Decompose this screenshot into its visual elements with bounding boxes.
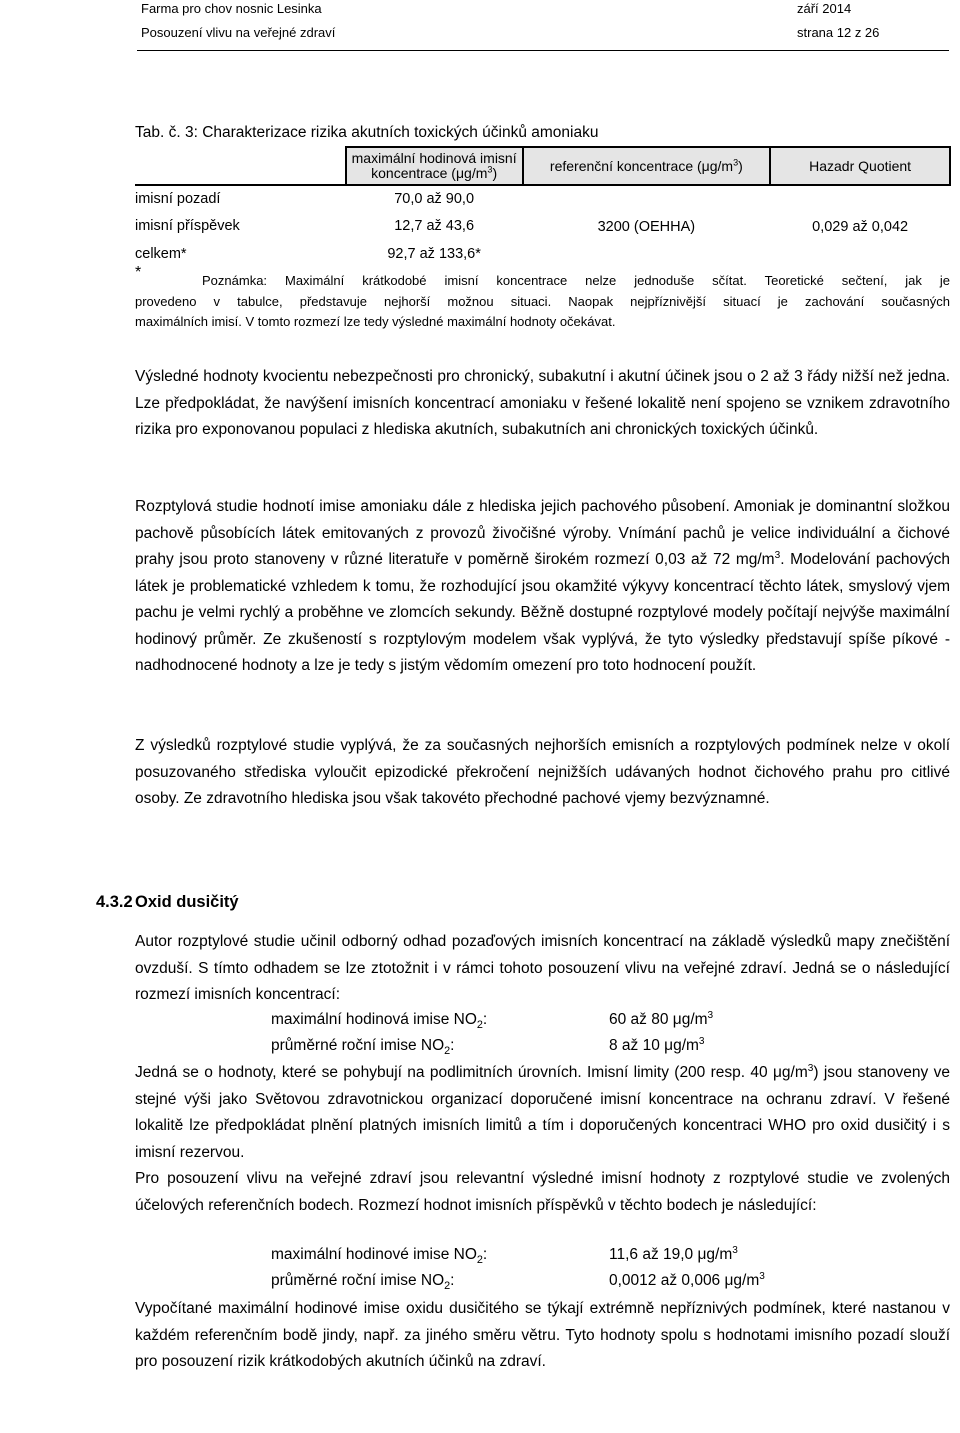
paragraph-odour bbox=[135, 494, 950, 680]
list-value: 8 až 10 μg/m bbox=[609, 1037, 699, 1054]
para2-part-a: Rozptylová studie hodnotí imise amoniaku dále z hlediska jejich pachového působení. Amoniak je dominantní složkou pachově působících látek emitovaných z provozů živočišné výroby. Vnímání pachů je velice individuální a čichové prahy jsou proto stanoveny v různé literatuře v poměrně širokém rozmezí 0,03 až 72 mg/m bbox=[135, 498, 950, 568]
list-value: 0,0012 až 0,006 μg/m bbox=[609, 1272, 760, 1289]
paragraph-limits bbox=[135, 1060, 950, 1166]
table-header-row bbox=[135, 147, 950, 185]
paragraph-odour-conclusion: Z výsledků rozptylové studie vyplývá, že za současných nejhorších emisních a rozptylových podmínek nelze v okolí posuzovaného střediska vyloučit epizodické překročení nejnižších udávaných hodnot čichového prahu pro citlivé osoby. Ze zdravotního hlediska jsou však takovéto přechodné pachové vjemy bezvýznamné. bbox=[135, 737, 950, 807]
list-item-value bbox=[609, 1011, 713, 1029]
table-header-hq: Hazadr Quotient bbox=[770, 147, 950, 185]
row-label: imisní pozadí bbox=[135, 190, 221, 207]
paragraph-reference-points: Pro posouzení vlivu na veřejné zdraví jsou relevantní výsledné imisní hodnoty z rozptylové studie ve zvolených účelových referenčních bodech. Rozmezí hodnot imisních příspěvků v těchto bodech je následující: bbox=[135, 1170, 950, 1214]
list-label-colon: : bbox=[482, 1246, 488, 1263]
note-line-2: provedeno v tabulce, představuje nejhorší možnou situaci. Naopak nejpříznivější situací je zachování současných bbox=[135, 293, 950, 309]
list-label-sub: 2 bbox=[444, 1045, 451, 1058]
section-title: Oxid dusičitý bbox=[135, 893, 239, 911]
paragraph-no2-background: Autor rozptylové studie učinil odborný odhad pozaďových imisních koncentrací na základě výsledků mapy znečištění ovzduší. S tímto odhadem se lze ztotožnit i v rámci tohoto posouzení vlivu na veřejné zdraví. Jedná se o následující rozmezí imisních koncentrací: bbox=[135, 933, 950, 1003]
col1-line2a: koncentrace (μg/m bbox=[371, 165, 488, 181]
header-rule bbox=[137, 50, 949, 51]
paragraph-short-term-risk: Vypočítané maximální hodinové imise oxidu dusičitého se týkají extrémně nepříznivých podmínek, které nastanou v každém referenčním bodě jindy, např. za jiného směru větru. Tyto hodnoty spolu s hodnotami imisního pozadí slouží pro posouzení rizik krátkodobých akutních účinků na zdraví. bbox=[135, 1300, 950, 1370]
list-label: maximální hodinová imise NO bbox=[271, 1011, 477, 1028]
table-note bbox=[135, 271, 950, 333]
list-value: 11,6 až 19,0 μg/m bbox=[609, 1246, 733, 1263]
table-caption: Tab. č. 3: Charakterizace rizika akutních toxických účinků amoniaku bbox=[135, 124, 599, 141]
list-label-sub: 2 bbox=[444, 1280, 451, 1293]
risk-table bbox=[135, 146, 951, 267]
col1-sup: 3 bbox=[487, 164, 493, 175]
note-line-3: maximálních imisí. V tomto rozmezí lze tedy výsledné maximální hodnoty očekávat. bbox=[135, 314, 616, 329]
list-value-sup: 3 bbox=[707, 1009, 714, 1021]
row-value: 70,0 až 90,0 bbox=[394, 190, 475, 207]
para2-sup: 3 bbox=[774, 549, 781, 561]
list-item bbox=[271, 1272, 455, 1293]
row-value: 12,7 až 43,6 bbox=[394, 218, 475, 234]
list-value-sup: 3 bbox=[759, 1270, 765, 1282]
para2-part-b: . Modelování pachových látek je problematické vzhledem k tomu, že rozhodující jsou okamžité výkyvy koncentrací těchto látek, smyslový vjem pachu je velmi rychlý a proběhne ve zlomcích sekundy. Běžně dostupné rozptylové modely počítají nejvýše maximální hodinový průměr. Ze zkušeností s rozptylovým modelem však vyplývá, že tyto výsledky představují spíše píkové - nadhodnocené hodnoty a lze je tedy s jistým vědomím omezení pro toto hodnocení použít. bbox=[135, 551, 950, 674]
list-label-colon: : bbox=[450, 1272, 455, 1289]
list-label-sub: 2 bbox=[476, 1019, 483, 1032]
section-number: 4.3.2 bbox=[96, 893, 133, 911]
header-document-title: Farma pro chov nosnic Lesinka bbox=[141, 1, 322, 16]
list-item bbox=[271, 1011, 488, 1032]
paragraph-hq-summary: Výsledné hodnoty kvocientu nebezpečnosti pro chronický, subakutní i akutní účinek jsou o 2 až 3 řády nižší než jedna. Lze předpokládat, že navýšení imisních koncentrací amoniaku v řešené lokalitě není spojeno se vznikem zdravotního rizika pro exponovanou populaci z hlediska akutních, subakutních ani chronických toxických účinků. bbox=[135, 368, 950, 438]
list-item-value bbox=[609, 1246, 738, 1264]
list-label: maximální hodinové imise NO bbox=[271, 1246, 477, 1263]
header-section-title: Posouzení vlivu na veřejné zdraví bbox=[141, 25, 336, 40]
header-page-number: strana 12 z 26 bbox=[797, 25, 880, 40]
para5-part-b: ) jsou stanoveny ve stejné výši jako Světovou zdravotnickou organizací doporučené imisní koncentrace na ochranu zdraví. V řešené lokalitě lze předpokládat plnění platných imisních limitů a tím i doporučených koncentraci WHO pro oxid dusičitý i s imisní rezervou. bbox=[135, 1064, 950, 1161]
list-item-value bbox=[609, 1037, 705, 1055]
para5-sup: 3 bbox=[807, 1062, 814, 1074]
list-item bbox=[271, 1246, 488, 1267]
table-header-blank bbox=[135, 147, 346, 185]
row-label: celkem* bbox=[135, 246, 187, 262]
list-label: průměrné roční imise NO bbox=[271, 1272, 445, 1289]
para5-part-a: Jedná se o hodnoty, které se pohybují na podlimitních úrovních. Imisní limity (200 resp. 40 μg/m bbox=[135, 1064, 808, 1081]
row-value: 92,7 až 133,6* bbox=[387, 246, 481, 262]
list-item bbox=[271, 1037, 455, 1058]
list-value-sup: 3 bbox=[698, 1035, 705, 1047]
list-value-sup: 3 bbox=[732, 1244, 738, 1256]
table-header-max-hourly bbox=[346, 147, 523, 185]
list-label: průměrné roční imise NO bbox=[271, 1037, 445, 1054]
table-header-reference bbox=[523, 147, 771, 185]
col1-line2b: ) bbox=[492, 165, 498, 181]
row-label: imisní příspěvek bbox=[135, 218, 240, 234]
header-date: září 2014 bbox=[797, 1, 852, 16]
list-item-value bbox=[609, 1272, 765, 1290]
col2-sup: 3 bbox=[733, 156, 739, 167]
note-star: * bbox=[135, 264, 142, 281]
col2b: ) bbox=[738, 157, 743, 174]
list-label-sub: 2 bbox=[476, 1254, 483, 1267]
reference-value: 3200 (OEHHA) bbox=[597, 218, 696, 235]
note-line-1: Poznámka: Maximální krátkodobé imisní koncentrace nelze jednoduše sčítat. Teoretické sečtení, jak je bbox=[202, 273, 950, 288]
table-row bbox=[135, 185, 950, 211]
col1-line1: maximální hodinová imisní bbox=[351, 150, 517, 166]
list-label-colon: : bbox=[450, 1037, 455, 1054]
hq-value: 0,029 až 0,042 bbox=[812, 218, 909, 235]
list-value: 60 až 80 μg/m bbox=[609, 1011, 708, 1028]
col2a: referenční koncentrace (μg/m bbox=[549, 157, 734, 174]
list-label-colon: : bbox=[482, 1011, 488, 1028]
